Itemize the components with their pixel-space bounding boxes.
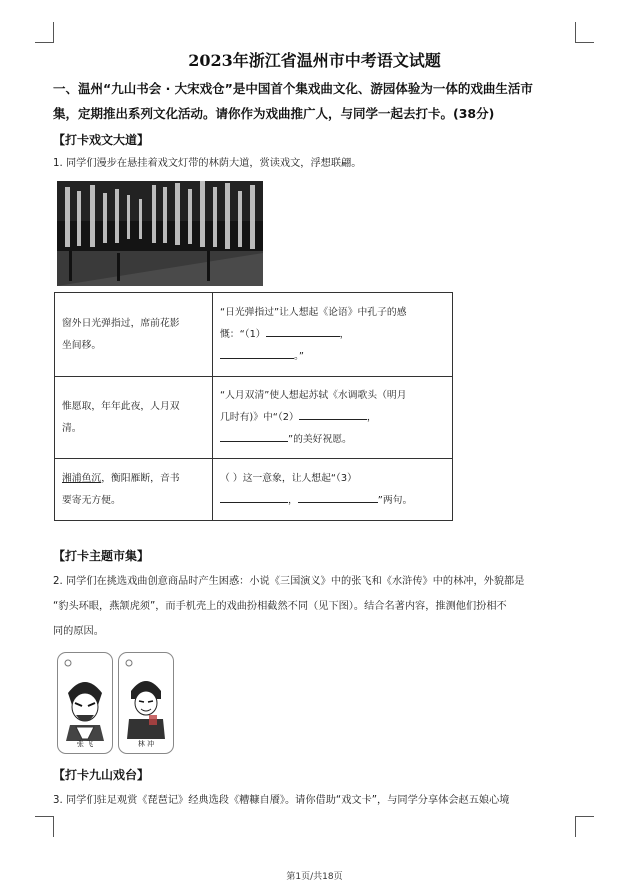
answer-blank-1a[interactable] <box>266 324 340 337</box>
comma: ， <box>288 494 298 506</box>
row2-left-line1: 惟愿取，年年此夜，人月双 <box>62 400 180 412</box>
section1-line1: 一、温州“九山书会 · 大宋戏仓”是中国首个集戏曲文化、游园体验为一体的戏曲生活市 <box>53 81 533 96</box>
closing-text: ”的美好祝愿。 <box>288 433 352 445</box>
heading-theme-market: 【打卡主题市集】 <box>53 549 150 563</box>
question-2-line1: 2. 同学们在挑选戏曲创意商品时产生困惑：小说《三国演义》中的张飞和《水浒传》中的林冲，外貌都是 <box>53 576 525 587</box>
answer-blank-3b[interactable] <box>298 490 378 503</box>
row3-right-line1: （ ）这一意象，让人想起“（3） <box>220 472 357 484</box>
closing-quote: 。” <box>294 350 304 362</box>
row3-left-line1-rest: ，衡阳雁断，音书 <box>101 472 180 484</box>
section1-line2: 集，定期推出系列文化活动。请你作为戏曲推广人，与同学一起去打卡。(38分) <box>53 106 495 121</box>
row1-left-line2: 坐间移。 <box>62 339 102 351</box>
comma: ， <box>366 411 377 423</box>
zhangfei-label: 张 飞 <box>76 740 94 748</box>
question-1: 1. 同学们漫步在悬挂着戏文灯带的林荫大道，赏读戏文，浮想联翩。 <box>53 158 362 169</box>
linchong-phone-case <box>118 652 174 754</box>
linchong-label: 林 冲 <box>137 740 155 748</box>
zhangfei-phone-case <box>57 652 113 754</box>
row1-right-line1: “日光弹指过”让人想起《论语》中孔子的感 <box>220 306 407 318</box>
row1-left-line1: 窗外日光弹指过，席前花影 <box>62 317 180 329</box>
comma: ， <box>339 328 350 340</box>
underlined-phrase: 湘浦鱼沉 <box>62 472 102 484</box>
crop-mark-bottom-left <box>35 816 54 837</box>
answer-blank-2a[interactable] <box>299 407 367 420</box>
row2-right-line2-prefix: 几时有)》中“（2） <box>220 411 299 423</box>
xiwen-table <box>54 292 453 521</box>
row2-right-line1: “人月双清”使人想起苏轼《水调歌头（明月 <box>220 389 407 401</box>
row3-left-line2: 要寄无方便。 <box>62 494 121 506</box>
crop-mark-top-right <box>575 22 594 43</box>
crop-mark-top-left <box>35 22 54 43</box>
crop-mark-bottom-right <box>575 816 594 837</box>
question-2-line3: 同的原因。 <box>53 626 104 637</box>
answer-blank-1b[interactable] <box>220 346 294 359</box>
closing-text: ”两句。 <box>377 494 413 506</box>
page-number: 第1页/共18页 <box>286 872 343 882</box>
answer-blank-2b[interactable] <box>220 429 288 442</box>
row1-right-line2-prefix: 慨：“（1） <box>220 328 266 340</box>
table-row <box>55 377 453 459</box>
heading-jiushan-stage: 【打卡九山戏台】 <box>53 768 150 782</box>
heading-xiwen-avenue: 【打卡戏文大道】 <box>53 133 150 147</box>
page-title: 2023年浙江省温州市中考语文试题 <box>188 51 441 70</box>
lantern-avenue-photo <box>57 181 263 286</box>
table-row <box>55 459 453 521</box>
table-row <box>55 293 453 377</box>
row2-left-line2: 清。 <box>62 422 82 434</box>
question-2-line2: “豹头环眼，燕颔虎须”，而手机壳上的戏曲扮相截然不同（见下图）。结合名著内容，推测他们扮相不 <box>53 601 507 612</box>
answer-blank-3a[interactable] <box>220 490 288 503</box>
question-3-line1: 3. 同学们驻足观赏《琵琶记》经典选段《糟糠自餍》。请你借助“戏文卡”，与同学分享体会赵五娘心境 <box>53 795 510 806</box>
